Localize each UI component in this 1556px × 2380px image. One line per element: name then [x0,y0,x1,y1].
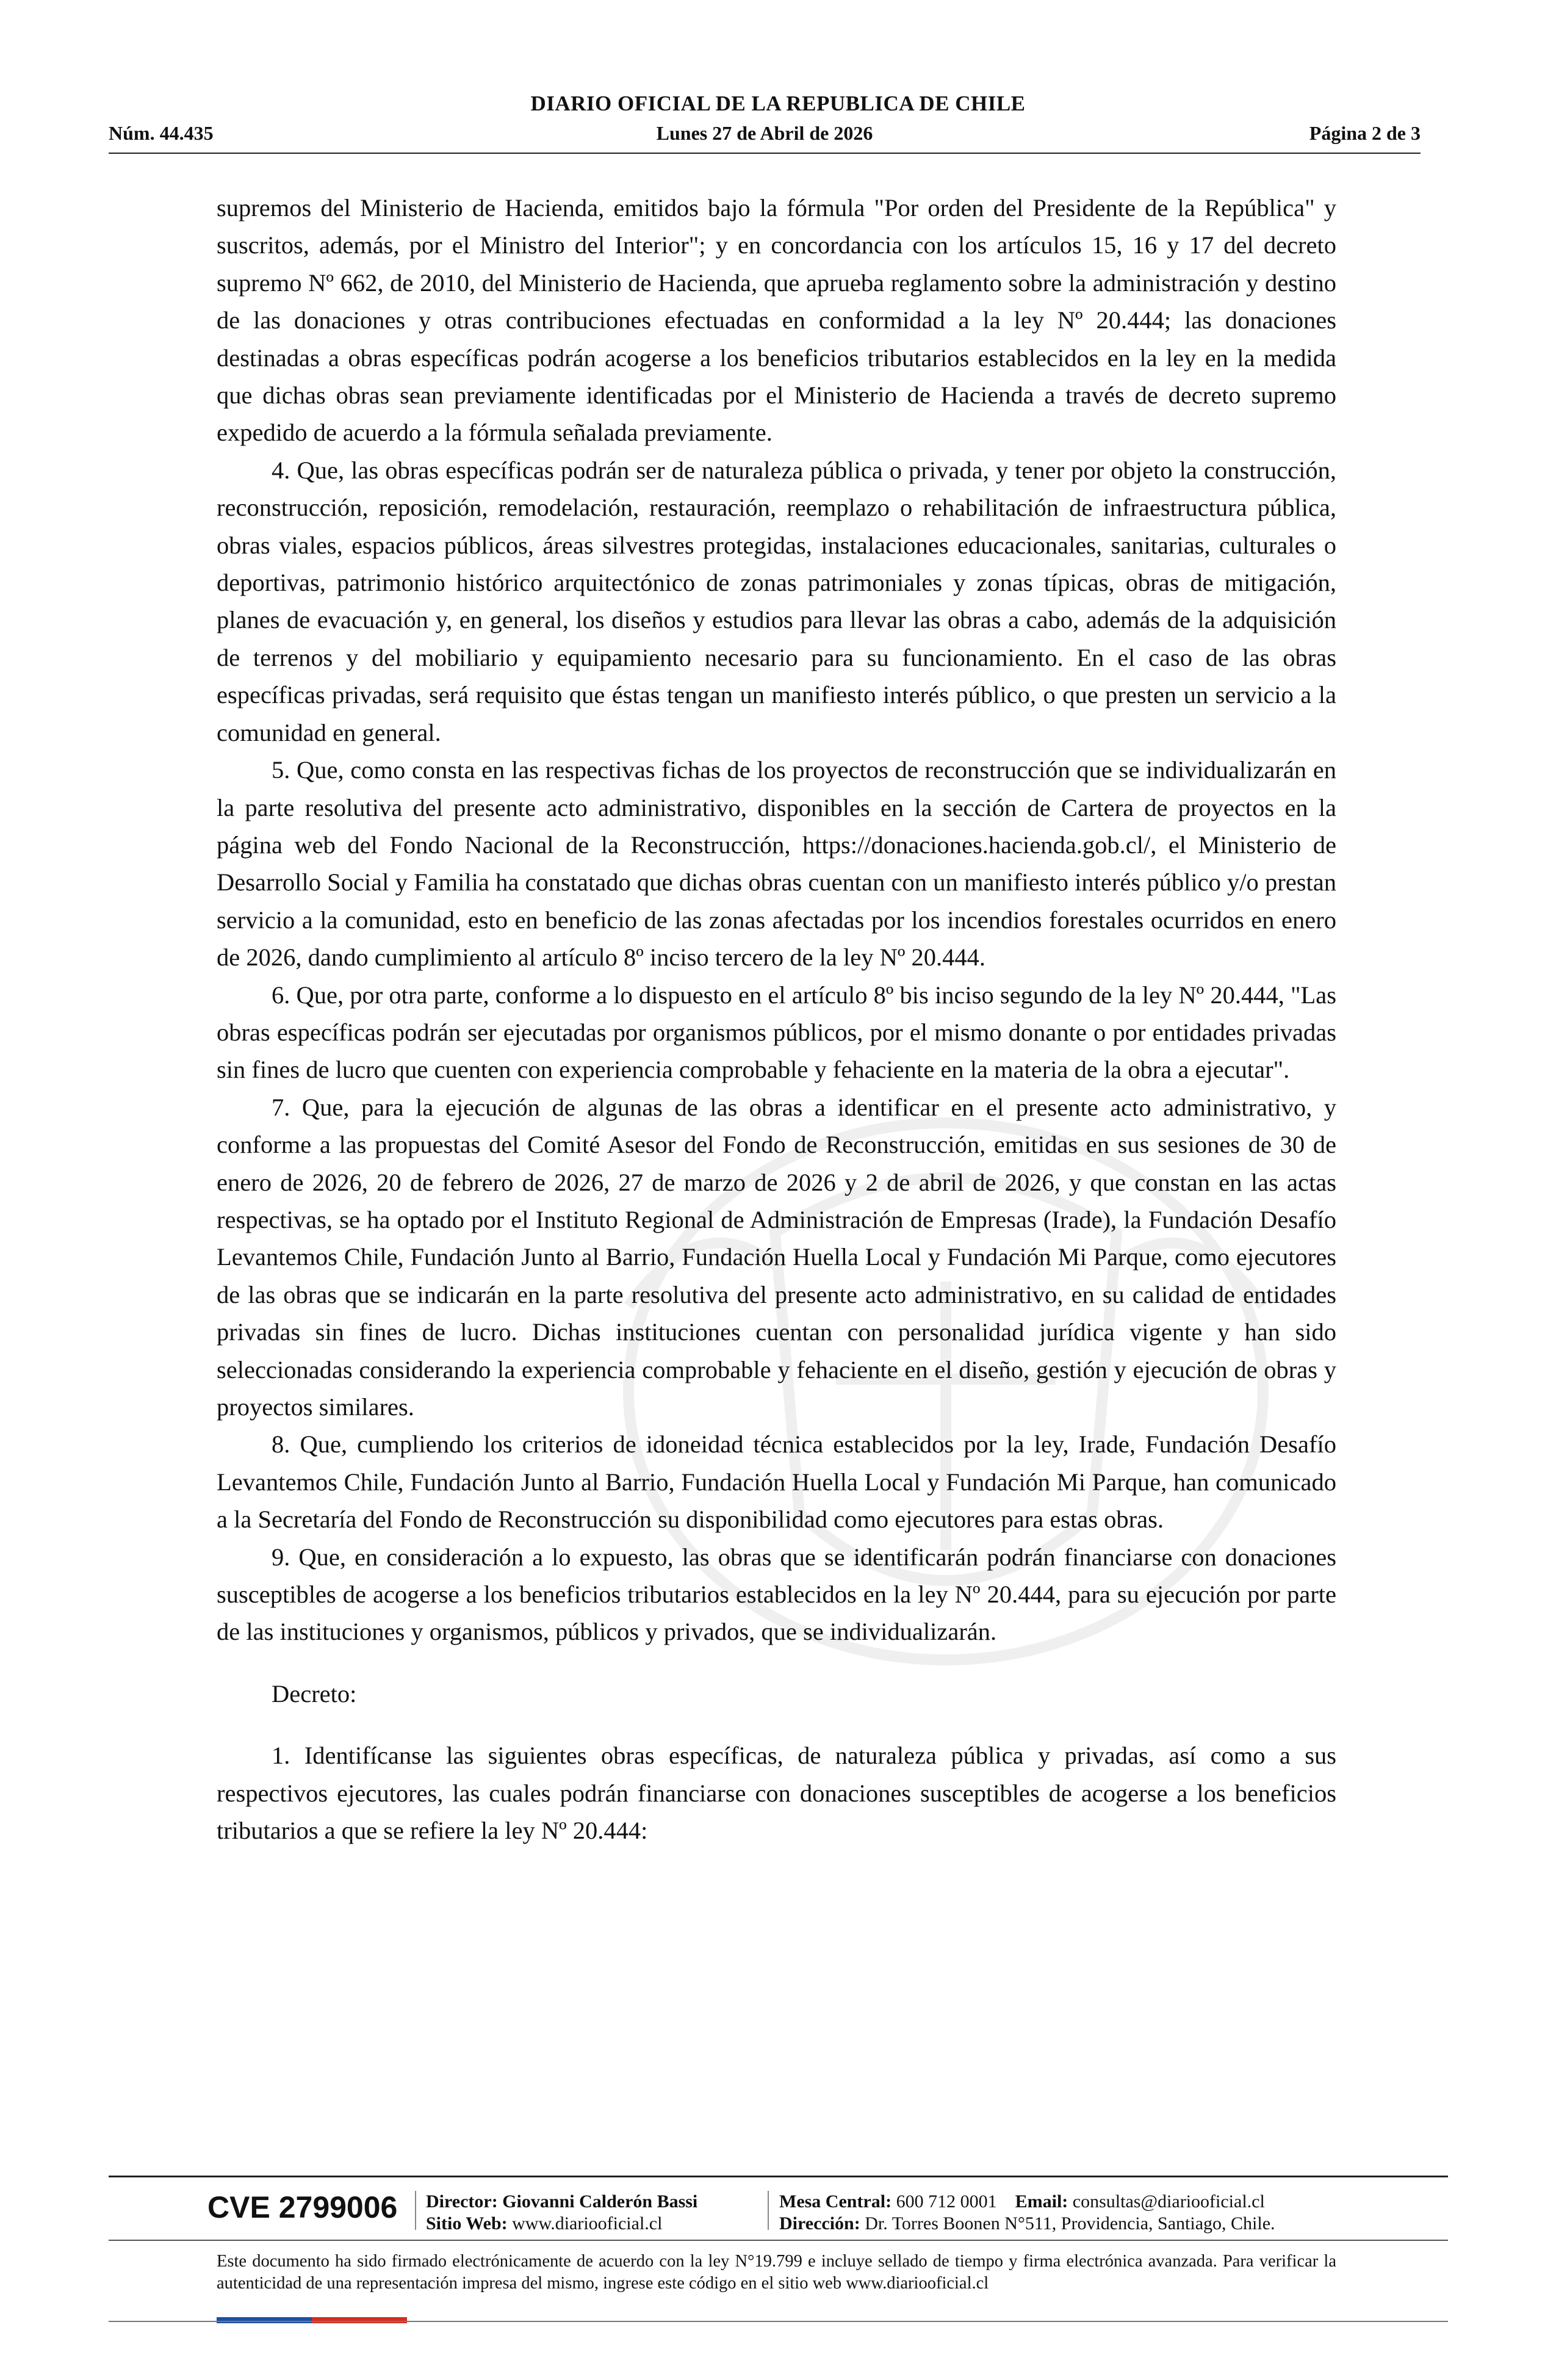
decreto-heading: Decreto: [272,1679,357,1707]
email-link[interactable]: consultas@diariooficial.cl [1072,2191,1265,2212]
decree-article-1: 1. Identifícanse las siguientes obras específicas, de naturaleza pública y privadas, así como a sus respectivos ejecutores, las cuales podrán financiarse con donaciones susceptibles de acogerse a los beneficios tributarios a que se refiere la ley Nº 20.444: [217,1742,1336,1845]
director-block [426,2191,697,2235]
website-link[interactable]: www.diariooficial.cl [512,2213,663,2234]
document-body [217,189,1336,1849]
paragraph-7: 7. Que, para la ejecución de algunas de las obras a identificar en el presente acto administrativo, y conforme a las propuestas del Comité Asesor del Fondo de Reconstrucción, emitidas en sus sesiones de 30 de enero de 2026, 20 de febrero de 2026, 27 de marzo de 2026 y 2 de abril de 2026, y que constan en las actas respectivas, se ha optado por el Instituto Regional de Administración de Empresas (Irade), la Fundación Desafío Levantemos Chile, Fundación Junto al Barrio, Fundación Huella Local y Fundación Mi Parque, como ejecutores de las obras que se indicarán en la parte resolutiva del presente acto administrativo, en su calidad de entidades privadas sin fines de lucro. Dichas instituciones cuentan con personalidad jurídica vigente y han sido seleccionadas considerando la experiencia comprobable y fehaciente en el diseño, gestión y ejecución de obras y proyectos similares. [217,1093,1336,1421]
website-label: Sitio Web: [426,2213,508,2234]
contact-block [779,2191,1275,2235]
paragraph-6: 6. Que, por otra parte, conforme a lo dispuesto en el artículo 8º bis inciso segundo de la ley Nº 20.444, "Las obras específicas podrán ser ejecutadas por organismos públicos, por el mismo donante o por entidades privadas sin fines de lucro que cuenten con experiencia comprobable y fehaciente en la materia de la obra a ejecutar". [217,981,1336,1084]
mesa-phone: 600 712 0001 [896,2191,997,2212]
footer-top-rule [109,2176,1448,2177]
flag-blue-band [217,2317,312,2323]
paragraph-4: 4. Que, las obras específicas podrán ser de naturaleza pública o privada, y tener por objeto la construcción, reconstrucción, reposición, remodelación, restauración, reemplazo o rehabilitación de infraestructura pública, obras viales, espacios públicos, áreas silvestres protegidas, instalaciones educacionales, sanitarias, culturales o deportivas, patrimonio histórico arquitectónico de zonas patrimoniales y zonas típicas, obras de mitigación, planes de evacuación y, en general, los diseños y estudios para llevar las obras a cabo, además de la adquisición de terrenos y del mobiliario y equipamiento necesario para su funcionamiento. En el caso de las obras específicas privadas, será requisito que éstas tengan un manifiesto interés público, o que presten un servicio a la comunidad en general. [217,456,1336,746]
address-label: Dirección: [779,2213,860,2234]
director-label: Director: [426,2191,498,2212]
paragraph-continuation: supremos del Ministerio de Hacienda, emitidos bajo la fórmula "Por orden del Presidente de la República" y suscritos, además, por el Ministro del Interior"; y en concordancia con los artículos 15, 16 y 17 del decreto supremo Nº 662, de 2010, del Ministerio de Hacienda, que aprueba reglamento sobre la administración y destino de las donaciones y otras contribuciones efectuadas en conformidad a la ley Nº 20.444; las donaciones destinadas a obras específicas podrán acogerse a los beneficios tributarios establecidos en la ley en la medida que dichas obras sean previamente identificadas por el Ministerio de Hacienda a través de decreto supremo expedido de acuerdo a la fórmula señalada previamente. [217,194,1336,447]
mesa-label: Mesa Central: [779,2191,892,2212]
footer-mid-rule [109,2240,1448,2241]
issue-number: Núm. 44.435 [109,122,214,144]
flag-red-band [312,2317,407,2323]
flag-stripe [217,2317,407,2323]
email-label: Email: [1015,2191,1068,2212]
footer-bottom-rule [109,2321,1448,2322]
paragraph-8: 8. Que, cumpliendo los criterios de idoneidad técnica establecidos por la ley, Irade, Fundación Desafío Levantemos Chile, Fundación Junto al Barrio, Fundación Huella Local y Fundación Mi Parque, han comunicado a la Secretaría del Fondo de Reconstrucción su disponibilidad como ejecutores para estas obras. [217,1430,1336,1534]
page-indicator: Página 2 de 3 [1309,122,1421,144]
header-row [109,122,1421,149]
issue-date: Lunes 27 de Abril de 2026 [656,122,873,144]
paragraph-5: 5. Que, como consta en las respectivas fichas de los proyectos de reconstrucción que se individualizarán en la parte resolutiva del presente acto administrativo, disponibles en la sección de Cartera de proyectos en la página web del Fondo Nacional de la Reconstrucción, https://donaciones.hacienda.gob.cl/, el Ministerio de Desarrollo Social y Familia ha constatado que dichas obras cuentan con un manifiesto interés público y/o prestan servicio a la comunidad, esto en beneficio de las zonas afectadas por los incendios forestales ocurridos en enero de 2026, dando cumplimiento al artículo 8º inciso tercero de la ley Nº 20.444. [217,756,1336,972]
header-divider [109,153,1421,154]
footer-separator [415,2191,416,2230]
address-text: Dr. Torres Boonen N°511, Providencia, Santiago, Chile. [865,2213,1275,2234]
footer-separator [768,2191,769,2230]
publication-title: DIARIO OFICIAL DE LA REPUBLICA DE CHILE [530,92,1026,115]
paragraph-9: 9. Que, en consideración a lo expuesto, las obras que se identificarán podrán financiarse con donaciones susceptibles de acogerse a los beneficios tributarios establecidos en la ley Nº 20.444, para su ejecución por parte de las instituciones y organismos, públicos y privados, que se individualizarán. [217,1543,1336,1646]
cve-code: CVE 2799006 [207,2190,398,2224]
legal-notice: Este documento ha sido firmado electrónicamente de acuerdo con la ley N°19.799 e incluye sellado de tiempo y firma electrónica avanzada. Para verificar la autenticidad de una representación impresa del mismo, ingrese este código en el sitio web www.diariooficial.cl [217,2252,1336,2293]
director-name: Giovanni Calderón Bassi [502,2191,698,2212]
